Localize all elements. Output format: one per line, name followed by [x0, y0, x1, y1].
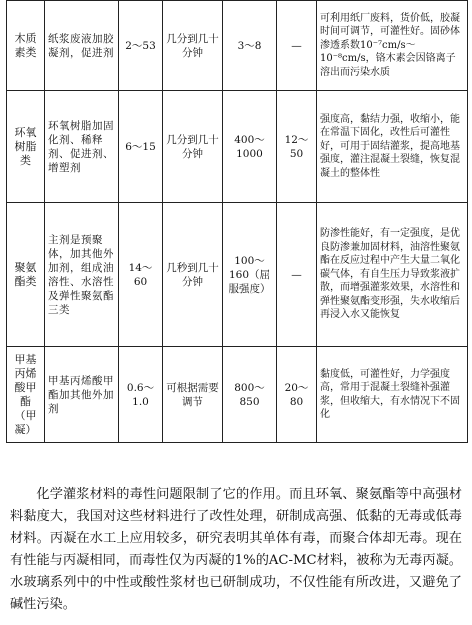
material-components: 甲基丙烯酸甲酯加其他外加剂 — [45, 347, 119, 443]
material-permeability: 20～80 — [277, 347, 317, 443]
material-viscosity: 2～53 — [119, 1, 163, 91]
material-name: 聚氨酯类 — [7, 203, 45, 347]
table-row — [7, 203, 468, 347]
material-viscosity: 0.6～1.0 — [119, 347, 163, 443]
material-permeability: — — [277, 1, 317, 91]
material-components: 主剂是预聚体，加其他外加剂，组成油溶性、水溶性及弹性聚氨酯三类 — [45, 203, 119, 347]
material-gel-time: 几分到几十分钟 — [163, 91, 223, 203]
material-strength: 3～8 — [223, 1, 277, 91]
body-text — [10, 484, 462, 616]
material-gel-time: 几分到几十分钟 — [163, 1, 223, 91]
material-strength: 800～850 — [223, 347, 277, 443]
material-remarks: 强度高，黏结力强，收缩小，能在常温下固化，改性后可灌性好，可用于固结灌浆，提高地基强度，灌注混凝土裂缝，恢复混凝土的整体性 — [317, 91, 468, 203]
material-viscosity: 14～60 — [119, 203, 163, 347]
material-name: 环氧树脂类 — [7, 91, 45, 203]
material-permeability: 12～50 — [277, 91, 317, 203]
table-row — [7, 347, 468, 443]
grout-materials-table — [6, 0, 468, 443]
table-row — [7, 91, 468, 203]
material-name: 木质素类 — [7, 1, 45, 91]
table-row — [7, 1, 468, 91]
material-permeability: — — [277, 203, 317, 347]
material-strength: 400～1000 — [223, 91, 277, 203]
material-remarks: 黏度低，可灌性好，力学强度高，常用于混凝土裂缝补强灌浆，但收缩大，有水情况下不固化 — [317, 347, 468, 443]
material-name: 甲基丙烯酸甲酯（甲凝） — [7, 347, 45, 443]
material-remarks: 防渗性能好，有一定强度，是优良防渗兼加固材料，油溶性聚氨酯在反应过程中产生大量二氧化碳气体，有自生压力导致浆液扩散，而增强灌浆效果，水溶性和弹性聚氨酯变形强，失水收缩后再浸入水又能恢复 — [317, 203, 468, 347]
material-gel-time: 几秒到几十分钟 — [163, 203, 223, 347]
material-components: 纸浆废液加胶凝剂，促进剂 — [45, 1, 119, 91]
material-components: 环氧树脂加固化剂、稀释剂、促进剂、增塑剂 — [45, 91, 119, 203]
material-viscosity: 6～15 — [119, 91, 163, 203]
material-remarks: 可利用纸厂废料，货价低，胶凝时间可调节，可灌性好。固砂体渗透系数10⁻⁷cm/s～10⁻⁸cm/s，铬木素会因铬离子溶出而污染水质 — [317, 1, 468, 91]
material-strength: 100～160（屈服强度） — [223, 203, 277, 347]
material-gel-time: 可根据需要调节 — [163, 347, 223, 443]
body-paragraph: 化学灌浆材料的毒性问题限制了它的作用。而且环氧、聚氨酯等中高强材料黏度大，我国对这些材料进行了改性处理，研制成高强、低黏的无毒或低毒材料。丙凝在水工上应用较多，研究表明其单体有毒，而聚合体却无毒。现在有性能与丙凝相同，而毒性仅为丙凝的1%的AC-MC材料，被称为无毒丙凝。水玻璃系列中的中性或酸性浆材也已研制成功，不仅性能有所改进，又避免了碱性污染。 — [10, 487, 462, 612]
